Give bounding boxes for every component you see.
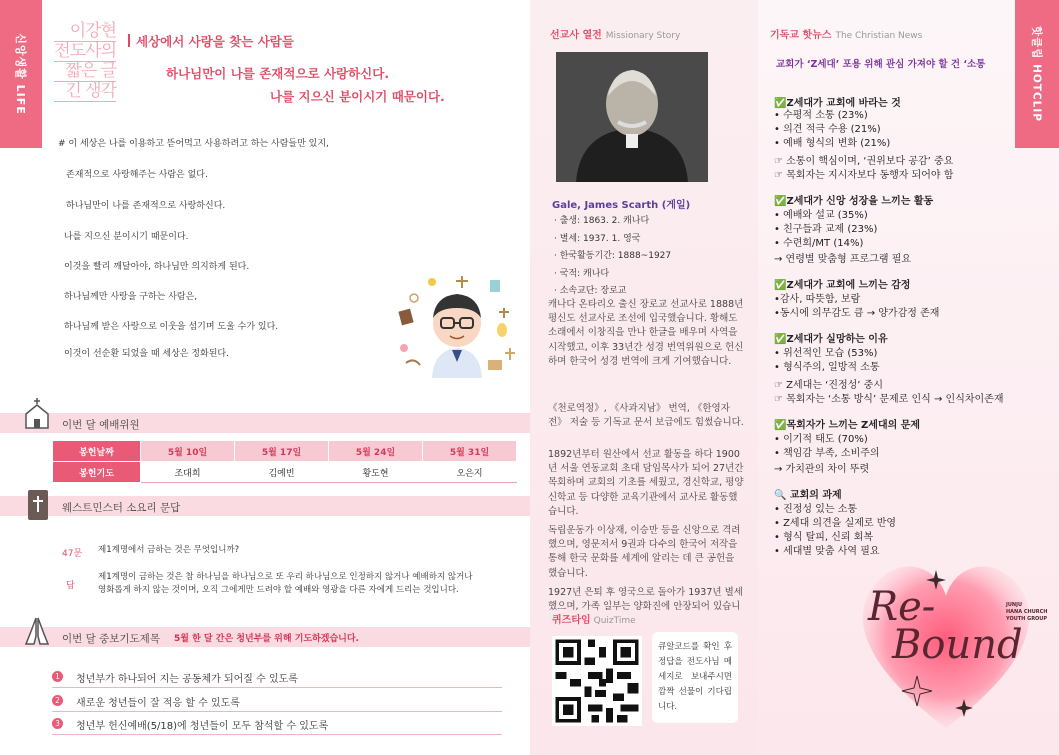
table-header-cell: 봉헌날짜: [53, 441, 141, 462]
org-line: YOUTH GROUP: [1006, 616, 1048, 622]
worship-section-header: [0, 413, 530, 433]
person-cell: 조대희: [141, 462, 235, 483]
missionary-name: Gale, James Scarth (게일): [552, 200, 691, 211]
missionary-title: [550, 26, 680, 41]
missionary-title-ko: 선교사 열전: [550, 30, 602, 41]
missionary-photo: [556, 52, 708, 182]
prayer-number: 3: [52, 718, 63, 729]
essay-line: 나를 지으신 분이시기 때문이다.: [64, 232, 189, 242]
answer-label: 답: [66, 581, 75, 591]
quiz-title-ko: 퀴즈타임: [552, 615, 591, 626]
prayer-item: [52, 715, 502, 735]
news-line: • 친구들과 교제 (23%): [774, 224, 878, 235]
rebound-logo: [868, 584, 1023, 668]
question-text: 제1계명에서 금하는 것은 무엇입니까?: [98, 545, 240, 555]
news-subheading: ✅Z세대가 신앙 성장을 느끼는 활동: [774, 196, 934, 207]
essay-line: 하나님께만 사랑을 구하는 사람은,: [64, 292, 198, 302]
missionary-title-en: Missionary Story: [605, 31, 681, 41]
news-title-ko: 기독교 핫뉴스: [770, 30, 832, 41]
column-title: [54, 22, 116, 102]
news-line: • 형식주의, 일방적 소통: [774, 362, 880, 373]
news-line: ☞ 목회자는 지시자보다 동행자 되어야 함: [774, 170, 954, 181]
question-label: 47문: [62, 549, 83, 559]
praying-hands-icon: [22, 614, 52, 648]
missionary-column: [530, 0, 758, 755]
hero-heading-text: 세상에서 사랑을 찾는 사람들: [136, 34, 294, 49]
prayer-item: [52, 668, 502, 688]
prayer-text: 청년부 헌신예배(5/18)에 청년들이 모두 참석할 수 있도록: [76, 721, 329, 732]
quiz-qr-code[interactable]: [552, 636, 642, 726]
date-cell: 5월 31일: [423, 441, 517, 462]
org-line: HANA CHURCH: [1006, 609, 1048, 615]
essay-line: 존재적으로 사랑해주는 사람은 없다.: [66, 170, 208, 180]
news-subheading: ✅목회자가 느끼는 Z세대의 문제: [774, 420, 921, 431]
news-line: • Z세대 의견을 실제로 반영: [774, 518, 897, 529]
answer-text: [98, 571, 518, 597]
life-tab-label: 신앙생활 LIFE: [14, 33, 27, 115]
fact-line: · 한국활동기간: 1888~1927: [554, 251, 672, 261]
fact-line: · 별세: 1937. 1. 영국: [554, 233, 641, 244]
date-cell: 5월 10일: [141, 441, 235, 462]
news-line: • 이기적 태도 (70%): [774, 434, 868, 445]
news-line: • 수평적 소통 (23%): [774, 110, 868, 121]
news-title: [770, 26, 922, 41]
news-subheading: 🔍 교회의 과제: [774, 490, 842, 501]
org-line: JUNJU: [1006, 602, 1023, 608]
prayer-text: 새로운 청년들이 잘 적응 할 수 있도록: [76, 698, 240, 709]
title-line: 긴 생각: [54, 82, 116, 102]
heading-bar: [128, 34, 130, 47]
person-cell: 오은지: [423, 462, 517, 483]
answer-line: 영화롭게 하지 않는 것이며, 오직 그에게만 드려야 할 예배와 영광을 다른 자에게 드리는 것입니다.: [98, 585, 459, 595]
answer-line: 제1계명이 금하는 것은 참 하나님을 하나님으로 또 우리 하나님으로 인정하지 않거나 예배하지 않거나: [98, 572, 473, 582]
title-line: 이강현: [54, 22, 116, 42]
news-line: → 연령별 맞춤형 프로그램 필요: [774, 254, 912, 265]
person-cell: 김예빈: [235, 462, 329, 483]
prayer-section-header: [0, 627, 530, 647]
missionary-facts: [554, 213, 671, 301]
news-line: • 형식 탈피, 신뢰 회복: [774, 532, 874, 543]
quiz-title-en: QuizTime: [593, 616, 636, 626]
fact-line: · 국적: 캐나다: [554, 268, 610, 279]
date-cell: 5월 17일: [235, 441, 329, 462]
news-line: • 책임감 부족, 소비주의: [774, 448, 880, 459]
essay-line: # 이 세상은 나를 이용하고 뜯어먹고 사용하려고 하는 사람들만 있지,: [58, 139, 329, 149]
table-row: [53, 441, 517, 462]
news-line: • 수련회/MT (14%): [774, 238, 864, 249]
hotclip-tab-label: 핫클립 HOTCLIP: [1030, 26, 1043, 122]
prayer-section-title: 이번 달 중보기도제목: [62, 633, 160, 645]
essay-line: 이것을 빨리 깨달아야, 하나님만 의지하게 된다.: [64, 262, 250, 272]
quiz-title: [552, 611, 636, 626]
bio-paragraph: 《천로역정》, 《사과지남》 번역, 《한영자전》 저술 등 기독교 문서 보급에도 힘썼습니다.: [548, 403, 744, 429]
news-line: • 진정성 있는 소통: [774, 504, 858, 515]
catechism-section-header: [0, 496, 530, 516]
bio-paragraph: 1927년 은퇴 후 영국으로 돌아가 1937년 별세했으며, 가족 일부는 양화진에 안장되어 있습니: [548, 587, 743, 612]
fact-line: · 출생: 1863. 2. 캐나다: [554, 216, 650, 226]
hero-line-3: 나를 지으신 분이시기 때문이다.: [270, 89, 445, 104]
news-line: ☞ 소통이 핵심이며, ‘권위보다 공감’ 중요: [774, 156, 954, 167]
news-line: ☞ 목회자는 ‘소통 방식’ 문제로 인식 → 인식차이존재: [774, 394, 1004, 405]
worship-section-title: 이번 달 예배위원: [62, 419, 140, 431]
logo-line: Bound: [892, 622, 1023, 668]
catechism-section-title: 웨스트민스터 소요리 문답: [62, 502, 181, 514]
bio-paragraph: 캐나다 온타리오 출신 장로교 선교사로 1888년 평신도 선교사로 조선에 입국했습니다. 황해도 소래에서 이창직을 만나 한글을 배우며 사역을 시작했고, 이후 33년간 성경 번역위원으로 헌신하며 한국어 성경 번역에 크게 기여했습니다.: [548, 299, 744, 367]
news-line: •감사, 따뜻함, 보람: [774, 294, 861, 305]
prayer-item: [52, 692, 502, 712]
pastor-illustration: [392, 268, 522, 378]
news-subheading: ✅Z세대가 실망하는 이유: [774, 334, 888, 345]
news-headline: 교회가 ‘Z세대’ 포용 위해 관심 가져야 할 건 ‘소통: [776, 59, 986, 70]
essay-line: 하나님께 받은 사랑으로 이웃을 섬기며 도울 수가 있다.: [64, 322, 279, 332]
hero-heading: [128, 32, 294, 50]
news-line: • 의견 적극 수용 (21%): [774, 124, 881, 135]
news-line: • 세대별 맞춤 사역 필요: [774, 546, 880, 557]
essay-line: 하나님만이 나를 존재적으로 사랑하신다.: [66, 201, 226, 211]
bio-paragraph: 1892년부터 원산에서 선교 활동을 하다 1900년 서울 연동교회 초대 담임목사가 되어 27년간 목회하며 교회의 기초를 세웠고, 경신학교, 평양신학교 등 다양한 교육기관에서 교사로 활동했습니다.: [548, 449, 744, 517]
quiz-instructions: 큐알코드를 확인 후 정답을 전도사님 메세지로 보내주시면 깜짝 선물이 기다립니다.: [652, 632, 738, 723]
news-line: • 예배와 설교 (35%): [774, 210, 868, 221]
hotclip-side-tab: [1015, 0, 1059, 148]
logo-org: [1006, 602, 1047, 623]
hero-line-2: 하나님만이 나를 존재적으로 사랑하신다.: [166, 66, 390, 81]
news-line: •동시에 의무감도 큼 → 양가감정 존재: [774, 308, 940, 319]
prayer-number: 1: [52, 671, 63, 682]
table-row: [53, 462, 517, 483]
prayer-number: 2: [52, 695, 63, 706]
news-line: → 가치관의 차이 뚜렷: [774, 464, 870, 475]
news-title-en: The Christian News: [835, 31, 923, 41]
logo-line: Re-: [868, 584, 936, 630]
essay-line: 이것이 선순환 되었을 때 세상은 정화된다.: [64, 349, 229, 359]
news-subheading: ✅Z세대가 교회에 바라는 것: [774, 98, 901, 109]
news-column: [758, 0, 1059, 755]
prayer-section-subtitle: 5월 한 달 간은 청년부를 위해 기도하겠습니다.: [174, 634, 359, 644]
date-cell: 5월 24일: [329, 441, 423, 462]
table-header-cell: 봉헌기도: [53, 462, 141, 483]
bible-icon: [22, 488, 52, 522]
title-line: 전도사의: [54, 41, 116, 61]
fact-line: · 소속교단: 장로교: [554, 286, 627, 296]
church-icon: [22, 396, 52, 430]
title-line: 짧은 글: [54, 62, 116, 82]
bio-paragraph: 독립운동가 이상재, 이승만 등을 신앙으로 격려했으며, 영문저서 9권과 다수의 한국어 저작을 통해 한국 문화를 세계에 알리는 데 큰 공헌을 했습니다.: [548, 525, 741, 579]
news-line: • 예배 형식의 변화 (21%): [774, 138, 891, 149]
worship-table: [52, 440, 517, 483]
news-line: ☞ Z세대는 ‘진정성’ 중시: [774, 380, 883, 391]
life-side-tab: [0, 0, 42, 148]
news-subheading: ✅Z세대가 교회에 느끼는 감정: [774, 280, 911, 291]
person-cell: 황도현: [329, 462, 423, 483]
prayer-text: 청년부가 하나되어 지는 공동체가 되어질 수 있도록: [76, 674, 298, 685]
news-line: • 위선적인 모습 (53%): [774, 348, 878, 359]
